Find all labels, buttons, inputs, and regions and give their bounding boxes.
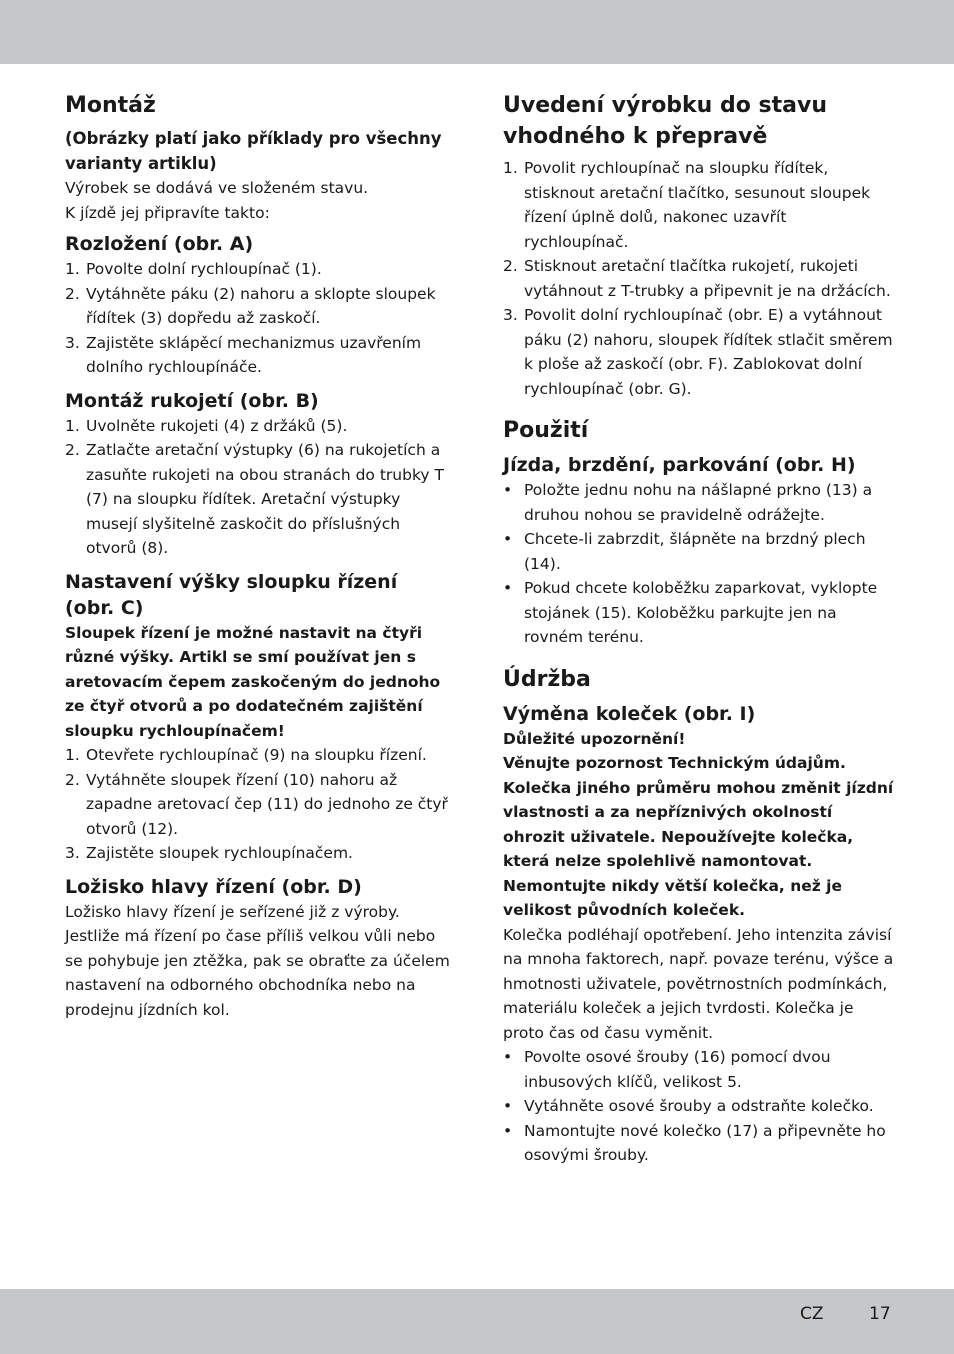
vymena-warning: Věnujte pozornost Technickým údajům. Kolečka jiného průměru mohou změnit jízdní vlastnosti a za nepříznivých okolností ohrozit uživatele. Nepoužívejte kolečka, která nelze spolehlivě namontovat. Nemontujte nikdy větší kolečka, než je velikost původních koleček. <box>503 754 894 919</box>
heading-jizda: Jízda, brzdění, parkování (obr. H) <box>503 454 856 476</box>
vymena-bullets <box>503 1045 895 1168</box>
lozisko-text: Ložisko hlavy řízení je seřízené již z výroby. Jestliže má řízení po čase příliš velkou vůli nebo se pohybuje jen ztěžka, pak se obraťte za účelem nastavení na odborného obchodníka nebo na prodejnu jízdních kol. <box>65 902 450 1019</box>
footer-language: CZ <box>800 1304 824 1324</box>
list-item: 2. Stisknout aretační tlačítka rukojetí, rukojeti vytáhnout z T-trubky a připevnit je na držácích. <box>503 257 891 300</box>
heading-rozlozeni: Rozložení (obr. A) <box>65 233 254 255</box>
list-item: 3. Zajistěte sklápěcí mechanizmus uzavřením dolního rychloupínáče. <box>65 333 422 376</box>
vysky-warning: Sloupek řízení je možné nastavit na čtyři různé výšky. Artikl se smí používat jen s aretovacím čepem zaskočeným do jednoho ze čtyř otvorů a po dodatečném zajištění sloupku rychloupínačem! <box>65 623 441 740</box>
montaz-subtitle: (Obrázky platí jako příklady pro všechny varianty artiklu) <box>65 129 442 173</box>
list-item: • Pokud chcete koloběžku zaparkovat, vyklopte stojánek (15). Koloběžku parkujte jen na rovném terénu. <box>503 579 878 646</box>
vymena-notice: Důležité upozornění! <box>503 729 686 748</box>
heading-vysky: Nastavení výšky sloupku řízení (obr. C) <box>65 570 398 619</box>
list-item: 2. Zatlačte aretační výstupky (6) na rukojetích a zasuňte rukojeti na obou stranách do trubky T (7) na sloupku řídítek. Aretační výstupky musejí slyšitelně zaskočit do příslušných otvorů (8). <box>65 441 444 557</box>
section-title-pouziti: Použití <box>503 418 589 443</box>
heading-lozisko: Ložisko hlavy řízení (obr. D) <box>65 875 362 898</box>
montaz-intro-1: Výrobek se dodává ve složeném stavu. <box>65 179 369 197</box>
left-column <box>65 90 453 1022</box>
list-item: • Vytáhněte osové šrouby a odstraňte kolečko. <box>503 1097 874 1115</box>
rukojeti-steps <box>65 414 453 561</box>
list-item: 2. Vytáhněte páku (2) nahoru a sklopte sloupek řídítek (3) dopředu až zaskočí. <box>65 284 436 327</box>
section-title-udrzba: Údržba <box>503 666 591 692</box>
vysky-steps <box>65 743 453 866</box>
list-item: • Chcete-li zabrzdit, šlápněte na brzdný plech (14). <box>503 530 866 573</box>
list-item: 2. Vytáhněte sloupek řízení (10) nahoru až zapadne aretovací čep (11) do jednoho ze čtyř otvorů (12). <box>65 770 448 838</box>
heading-vymena: Výměna koleček (obr. I) <box>503 702 756 725</box>
preprava-steps <box>503 156 895 401</box>
page-number: 17 <box>869 1304 891 1324</box>
list-item: • Namontujte nové kolečko (17) a připevněte ho osovými šrouby. <box>503 1121 886 1164</box>
list-item: 1. Otevřete rychloupínač (9) na sloupku řízení. <box>65 746 427 764</box>
montaz-intro-2: K jízdě jej připravíte takto: <box>65 203 270 222</box>
right-column <box>503 90 895 1168</box>
section-title-montaz: Montáž <box>65 93 156 118</box>
section-title-preprava: Uvedení výrobku do stavu vhodného k přepravě <box>503 93 827 149</box>
list-item: • Položte jednu nohu na nášlapné prkno (13) a druhou nohou se pravidelně odrážejte. <box>503 481 873 524</box>
vymena-text: Kolečka podléhají opotřebení. Jeho intenzita závisí na mnoha faktorech, např. povaze terénu, výšce a hmotnosti uživatele, povětrnostních podmínkách, materiálu koleček a jejich tvrdosti. Kolečka je proto čas od času vyměnit. <box>503 925 894 1042</box>
header-band <box>0 0 954 64</box>
list-item: 1. Povolit rychloupínač na sloupku řídítek, stisknout aretační tlačítko, sesunout sloupek řízení úplně dolů, nakonec uzavřít rychloupínač. <box>503 159 871 251</box>
jizda-bullets <box>503 478 895 650</box>
list-item: 1. Uvolněte rukojeti (4) z držáků (5). <box>65 416 348 435</box>
heading-rukojeti: Montáž rukojetí (obr. B) <box>65 389 319 412</box>
list-item: 3. Zajistěte sloupek rychloupínačem. <box>65 844 353 862</box>
list-item: 1. Povolte dolní rychloupínač (1). <box>65 260 322 278</box>
rozlozeni-steps <box>65 257 453 380</box>
list-item: • Povolte osové šrouby (16) pomocí dvou inbusových klíčů, velikost 5. <box>503 1048 831 1091</box>
list-item: 3. Povolit dolní rychloupínač (obr. E) a vytáhnout páku (2) nahoru, sloupek řídítek stlačit směrem k ploše až zaskočí (obr. F). Zablokovat dolní rychloupínač (obr. G). <box>503 306 893 398</box>
